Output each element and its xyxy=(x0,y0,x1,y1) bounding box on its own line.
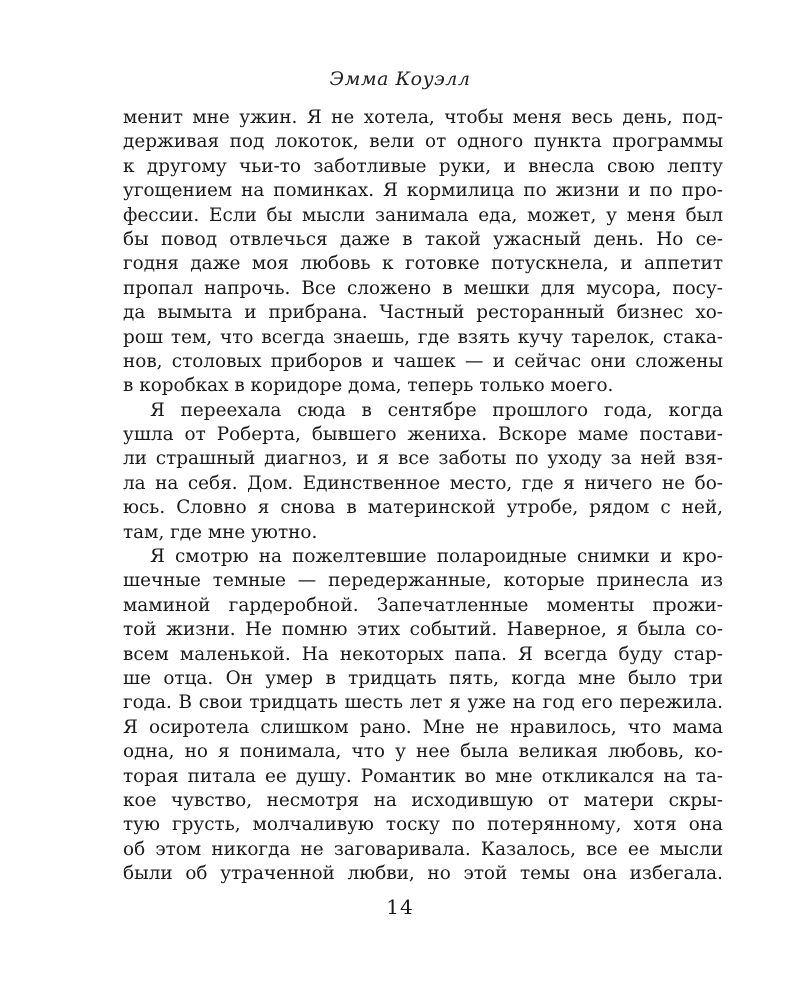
text-line: одна, но я понимала, что у нее была великая любовь, ко- xyxy=(123,741,723,763)
text-line: ше отца. Он умер в тридцать пять, когда мне было три xyxy=(123,667,723,689)
text-line: рош тем, что всегда знаешь, где взять кучу тарелок, стака- xyxy=(123,326,723,348)
text-line: менит мне ужин. Я не хотела, чтобы меня весь день, под- xyxy=(123,107,723,128)
text-line: пропал напрочь. Все сложено в мешки для мусора, посу- xyxy=(123,277,723,299)
text-line: всем маленькой. На некоторых папа. Я всегда буду стар- xyxy=(123,643,723,665)
paragraph xyxy=(123,545,723,886)
text-line: там, где мне уютно. xyxy=(123,521,318,543)
text-line: в коробках в коридоре дома, теперь только моего. xyxy=(123,375,614,397)
paragraph xyxy=(123,106,723,399)
text-line: фессии. Если бы мысли занимала еда, может, у меня был xyxy=(123,204,723,226)
text-line: угощением на поминках. Я кормилица по жизни и по про- xyxy=(123,180,723,202)
text-line: Я осиротела слишком рано. Мне не нравилось, что мама xyxy=(123,716,723,738)
running-head-author: Эмма Коуэлл xyxy=(329,68,471,90)
text-line: года. В свои тридцать шесть лет я уже на год его пережила. xyxy=(123,692,723,714)
text-line: держивая под локоток, вели от одного пункта программы xyxy=(123,131,723,153)
text-line: да вымыта и прибрана. Частный ресторанный бизнес хо- xyxy=(123,302,723,324)
text-line: нов, столовых приборов и чашек — и сейчас они сложены xyxy=(123,350,723,372)
text-line: юсь. Словно я снова в материнской утробе, рядом с ней, xyxy=(123,497,723,519)
text-line: той жизни. Не помню этих событий. Наверное, я была со- xyxy=(123,619,723,641)
text-line: были об утраченной любви, но этой темы она избегала. xyxy=(123,863,723,885)
text-line: годня даже моя любовь к готовке потускнела, и аппетит xyxy=(123,253,723,275)
text-line: торая питала ее душу. Романтик во мне откликался на та- xyxy=(123,765,723,787)
body-text xyxy=(123,106,723,887)
text-line: ли страшный диагноз, и я все заботы по уходу за ней взя- xyxy=(123,448,723,470)
page-number: 14 xyxy=(386,895,414,919)
text-line: тую грусть, молчаливую тоску по потерянному, хотя она xyxy=(123,814,723,836)
paragraph xyxy=(123,399,723,545)
text-line: кое чувство, несмотря на исходившую от матери скры- xyxy=(123,789,723,811)
text-line: Я переехала сюда в сентябре прошлого года, когда xyxy=(150,399,723,421)
text-line: шечные темные — передержанные, которые принесла из xyxy=(123,570,723,592)
text-line: об этом никогда не заговаривала. Казалось, все ее мысли xyxy=(123,838,723,860)
text-line: к другому чьи-то заботливые руки, и внесла свою лепту xyxy=(123,155,723,177)
text-line: ушла от Роберта, бывшего жениха. Вскоре маме постави- xyxy=(123,424,723,446)
text-line: Я смотрю на пожелтевшие полароидные снимки и кро- xyxy=(150,546,723,568)
text-line: бы повод отвлечься даже в такой ужасный день. Но се- xyxy=(123,228,723,250)
text-line: маминой гардеробной. Запечатленные моменты прожи- xyxy=(123,594,723,616)
text-line: ла на себя. Дом. Единственное место, где я ничего не бо- xyxy=(123,472,723,494)
